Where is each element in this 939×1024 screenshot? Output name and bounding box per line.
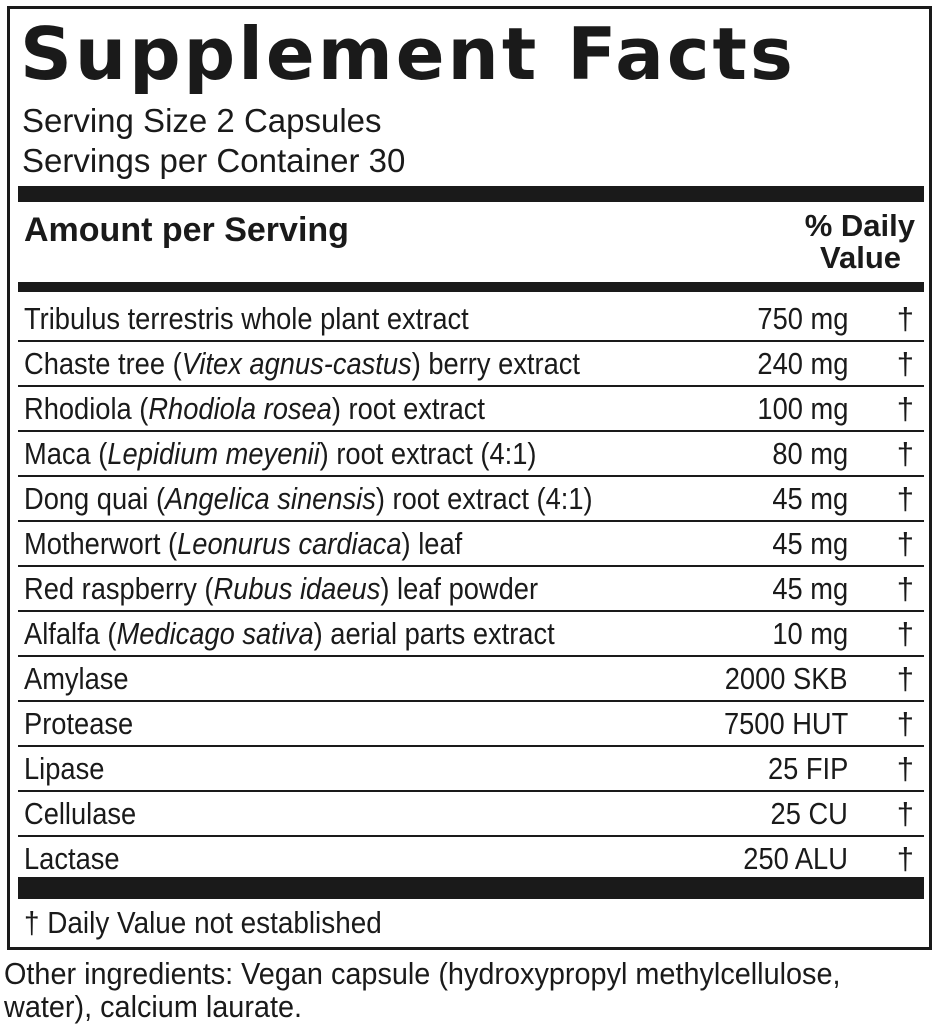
ingredient-row <box>18 342 924 387</box>
ingredient-row <box>18 477 924 522</box>
ingredient-name <box>24 567 538 610</box>
ingredient-row <box>18 387 924 432</box>
ingredient-name <box>24 432 536 475</box>
ingredient-name-latin: Medicago sativa <box>116 616 314 651</box>
ingredient-name <box>24 522 462 565</box>
ingredient-name: Lipase <box>24 751 105 786</box>
ingredient-name: Cellulase <box>24 796 137 831</box>
dagger-daily-value: † <box>896 796 914 831</box>
other-ingredients: Other ingredients: Vegan capsule (hydroxypropyl methylcellulose, water), calcium laurate. <box>4 956 841 1024</box>
ingredient-amount: 45 mg <box>772 526 848 561</box>
ingredient-name: Lactase <box>24 841 120 876</box>
dagger-daily-value: † <box>896 751 914 786</box>
dagger-daily-value: † <box>896 661 914 696</box>
ingredient-name-latin: Lepidium meyenii <box>107 436 320 471</box>
ingredient-name <box>24 387 485 430</box>
ingredient-name-part: ) aerial parts extract <box>313 616 555 651</box>
ingredient-row <box>18 522 924 567</box>
dagger-daily-value: † <box>896 526 914 561</box>
ingredient-amount: 250 ALU <box>743 841 848 876</box>
supplement-facts-panel <box>7 6 932 950</box>
ingredient-amount: 2000 SKB <box>725 661 848 696</box>
ingredient-amount: 80 mg <box>772 436 848 471</box>
ingredient-row <box>18 747 924 792</box>
ingredient-row <box>18 612 924 657</box>
ingredient-row <box>18 792 924 837</box>
panel-title: Supplement Facts <box>20 12 796 96</box>
amount-per-serving-header: Amount per Serving <box>24 211 349 249</box>
thick-divider-bottom <box>18 877 924 899</box>
ingredient-name: Amylase <box>24 661 129 696</box>
ingredient-name-common: Alfalfa ( <box>24 616 117 651</box>
ingredient-name <box>24 612 555 655</box>
ingredient-amount: 750 mg <box>757 301 848 336</box>
ingredient-name-part: ) root extract (4:1) <box>319 436 537 471</box>
servings-per-container: Servings per Container 30 <box>22 142 406 179</box>
daily-value-header-line2: Value <box>820 240 901 275</box>
ingredient-name: Protease <box>24 706 134 741</box>
ingredient-amount: 45 mg <box>772 481 848 516</box>
ingredient-amount: 25 FIP <box>767 751 848 786</box>
daily-value-header <box>715 210 915 274</box>
ingredient-name-common: Motherwort ( <box>24 526 178 561</box>
dagger-daily-value: † <box>896 616 914 651</box>
ingredient-list <box>18 297 924 880</box>
daily-value-header-line1: % Daily <box>804 208 915 243</box>
ingredient-amount: 45 mg <box>772 571 848 606</box>
dagger-daily-value: † <box>896 391 914 426</box>
ingredient-name-common: Maca ( <box>24 436 108 471</box>
ingredient-row <box>18 432 924 477</box>
dagger-daily-value: † <box>896 571 914 606</box>
dagger-daily-value: † <box>896 436 914 471</box>
ingredient-name-part: ) root extract <box>331 391 485 426</box>
ingredient-name <box>24 477 593 520</box>
dagger-daily-value: † <box>896 481 914 516</box>
thick-divider-header <box>18 282 924 292</box>
ingredient-name-latin: Vitex agnus-castus <box>181 346 412 381</box>
footnote: † Daily Value not established <box>24 905 382 940</box>
dagger-daily-value: † <box>896 841 914 876</box>
serving-size: Serving Size 2 Capsules <box>22 102 382 139</box>
ingredient-amount: 10 mg <box>772 616 848 651</box>
ingredient-amount: 25 CU <box>770 796 848 831</box>
dagger-daily-value: † <box>896 706 914 741</box>
ingredient-name <box>24 342 580 385</box>
ingredient-amount: 7500 HUT <box>723 706 848 741</box>
ingredient-name-part: ) leaf powder <box>380 571 539 606</box>
ingredient-name-common: Dong quai ( <box>24 481 166 516</box>
ingredient-name-part: ) berry extract <box>411 346 580 381</box>
ingredient-name-common: Red raspberry ( <box>24 571 214 606</box>
ingredient-name-latin: Leonurus cardiaca <box>177 526 402 561</box>
ingredient-name-latin: Angelica sinensis <box>165 481 376 516</box>
ingredient-name-common: Chaste tree ( <box>24 346 182 381</box>
ingredient-name-part: ) root extract (4:1) <box>375 481 593 516</box>
ingredient-row <box>18 567 924 612</box>
ingredient-name-latin: Rubus idaeus <box>213 571 381 606</box>
ingredient-row <box>18 702 924 747</box>
dagger-daily-value: † <box>896 346 914 381</box>
ingredient-name-common: Rhodiola ( <box>24 391 149 426</box>
ingredient-row <box>18 837 924 880</box>
ingredient-amount: 240 mg <box>757 346 848 381</box>
ingredient-name-latin: Rhodiola rosea <box>148 391 332 426</box>
dagger-daily-value: † <box>896 301 914 336</box>
thick-divider-top <box>18 186 924 202</box>
ingredient-row <box>18 657 924 702</box>
ingredient-row <box>18 297 924 342</box>
ingredient-name: Tribulus terrestris whole plant extract <box>24 301 469 336</box>
ingredient-amount: 100 mg <box>757 391 848 426</box>
ingredient-name-part: ) leaf <box>401 526 463 561</box>
